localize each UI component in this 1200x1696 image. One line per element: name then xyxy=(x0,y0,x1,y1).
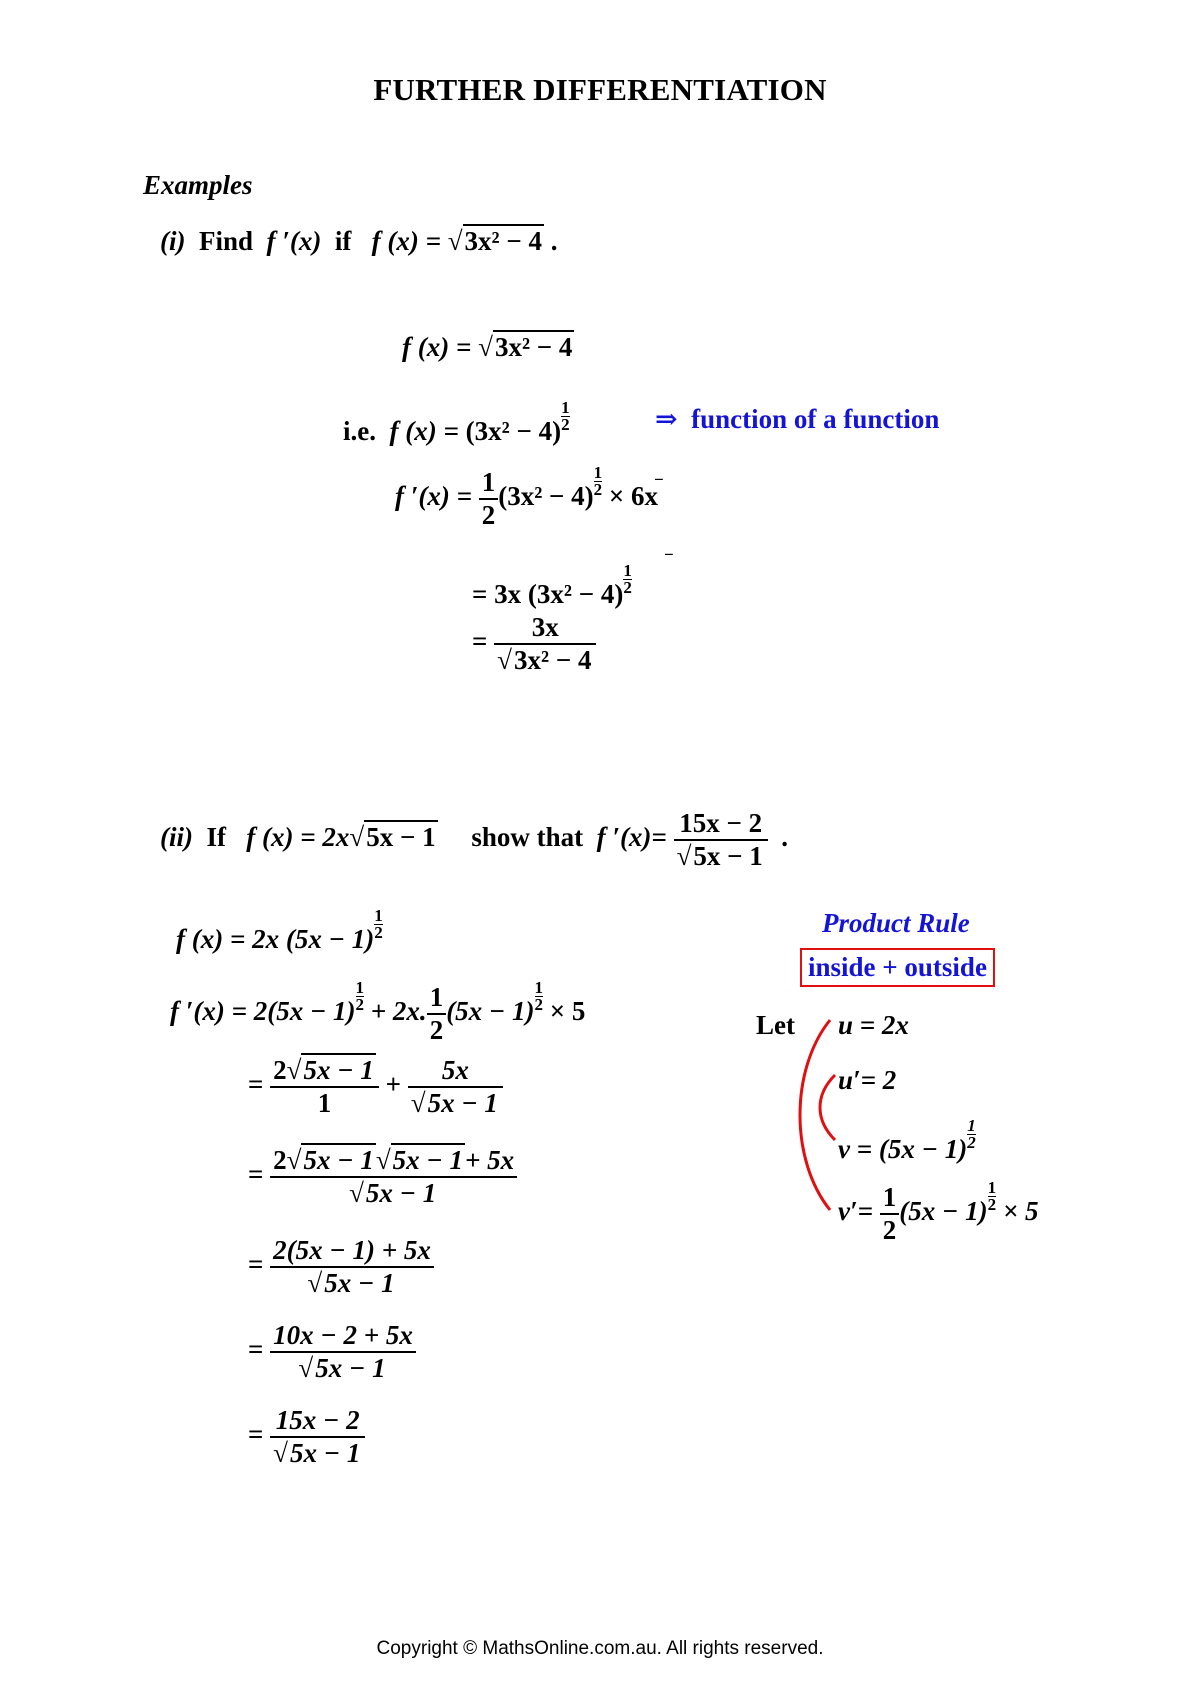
coef: 2 xyxy=(273,1055,287,1085)
exp-num: 1 xyxy=(355,978,365,997)
radicand: 3x² − 4 xyxy=(494,332,573,362)
frac-num xyxy=(270,1145,517,1176)
vprime-tail: × 5 xyxy=(1002,1196,1039,1226)
sol1-line1 xyxy=(402,332,574,363)
exp-den: 2 xyxy=(534,995,544,1014)
half-fraction xyxy=(479,467,499,531)
frac-num: 1 xyxy=(429,981,444,1012)
neg-half-exponent xyxy=(594,465,603,498)
half-exponent xyxy=(374,908,383,941)
radical: √5x − 1 xyxy=(410,1088,498,1118)
radical: √5x − 1 xyxy=(286,1145,374,1175)
exp-den: 2 xyxy=(374,923,383,942)
equals: = xyxy=(248,1159,264,1190)
page-title: FURTHER DIFFERENTIATION xyxy=(373,72,827,107)
frac-num xyxy=(270,1055,379,1086)
fraction xyxy=(270,1405,365,1469)
equals: = xyxy=(248,1249,264,1280)
sol1-line5 xyxy=(472,612,596,676)
exp-den: 2 xyxy=(593,480,603,499)
vprime-def xyxy=(838,1180,1038,1246)
equals: = xyxy=(472,626,488,657)
radical: √5x − 1 xyxy=(375,1145,464,1175)
radicand: 3x² − 4 xyxy=(513,645,592,675)
frac-den xyxy=(494,643,596,676)
sol1-line2-base: (3x² − 4) xyxy=(465,416,562,446)
radical: √5x − 1 xyxy=(307,1268,395,1298)
neg-half-exponent xyxy=(988,1180,997,1213)
frac-num: 2(5x − 1) + 5x xyxy=(273,1235,431,1265)
radicand: 5x − 1 xyxy=(303,1055,374,1085)
u-def: u = 2x xyxy=(838,1010,909,1040)
fx-expr: f (x) = 2x xyxy=(246,822,350,853)
fraction-2 xyxy=(408,1055,503,1119)
radicand: 5x − 1 xyxy=(324,1268,395,1298)
frac-den: 2 xyxy=(479,498,499,531)
sol2-line7 xyxy=(248,1405,365,1469)
fraction xyxy=(270,1145,517,1209)
copyright-footer: Copyright © MathsOnline.com.au. All rights reserved. xyxy=(376,1638,824,1659)
radicand: 5x − 1 xyxy=(303,1145,374,1175)
radical: √5x − 1 xyxy=(298,1353,386,1383)
uprime-def: u′= 2 xyxy=(838,1065,897,1095)
sol2-line2-mid: + 2x. xyxy=(370,996,427,1026)
neg-sign: − xyxy=(664,545,674,564)
if-word: If xyxy=(206,822,226,853)
plus: + xyxy=(385,1069,401,1100)
equals: = xyxy=(248,1419,264,1450)
find-word: Find xyxy=(198,226,254,256)
frac-den xyxy=(408,1086,503,1119)
function-of-function-note xyxy=(655,404,939,435)
frac-num: 15x − 2 xyxy=(679,808,763,838)
inside-outside-box: inside + outside xyxy=(800,948,995,987)
pairing-arcs xyxy=(790,1010,850,1220)
example-1-label: (i) xyxy=(160,226,186,256)
examples-heading: Examples xyxy=(143,170,253,200)
target-fraction xyxy=(674,808,768,872)
exp-num: 1 xyxy=(561,398,570,417)
fraction xyxy=(270,1320,416,1384)
radicand: 5x − 1 xyxy=(392,1145,464,1175)
inner-arc xyxy=(820,1075,835,1140)
sol2-line1-expr: f (x) = 2x (5x − 1) xyxy=(176,924,375,954)
sol1-line3-base: (3x² − 4) xyxy=(498,481,594,511)
sol2-line2-tail: × 5 xyxy=(549,996,586,1026)
fprime-expr: f ′(x)= xyxy=(596,822,667,853)
frac-num: 1 xyxy=(481,466,496,497)
fx-expr: f (x) = xyxy=(371,226,441,256)
sol2-line3 xyxy=(248,1055,503,1119)
sol1-line2-lhs: f (x) = xyxy=(389,416,459,446)
half-fraction xyxy=(427,982,447,1046)
frac-den xyxy=(270,1436,365,1469)
radicand: 5x − 1 xyxy=(427,1088,498,1118)
frac-den xyxy=(270,1266,434,1299)
exp-num: 1 xyxy=(987,1178,997,1197)
exp-den: 2 xyxy=(967,1133,976,1152)
half-exponent xyxy=(356,980,365,1013)
sol2-line1 xyxy=(176,908,383,955)
fprime-expr: f ′(x) xyxy=(266,226,322,256)
sol2-line2-base: (5x − 1) xyxy=(446,996,535,1026)
sol2-line2 xyxy=(170,980,585,1046)
radical: √5x − 1 xyxy=(349,822,436,853)
v-def xyxy=(838,1118,976,1165)
show-that-words: show that xyxy=(471,822,584,853)
implies-arrow: ⇒ xyxy=(655,404,678,434)
fraction-1 xyxy=(270,1055,379,1119)
frac-num: 5x xyxy=(441,1055,469,1085)
product-rule-label: Product Rule xyxy=(822,908,970,938)
sol1-line1-lhs: f (x) = xyxy=(402,332,472,362)
exp-den: 2 xyxy=(561,415,570,434)
vprime-base: (5x − 1) xyxy=(899,1196,988,1226)
sol2-line6 xyxy=(248,1320,416,1384)
sol1-line2 xyxy=(343,400,570,447)
vprime-lhs: v′= xyxy=(838,1196,873,1226)
sol1-line3 xyxy=(395,465,658,531)
equals: = xyxy=(248,1334,264,1365)
frac-num: 15x − 2 xyxy=(275,1405,360,1435)
exp-num: 1 xyxy=(967,1116,976,1135)
radical: √3x² − 4 xyxy=(478,332,573,362)
note-text: function of a function xyxy=(691,404,940,434)
neg-sign: − xyxy=(654,470,664,489)
sol1-line3-lhs: f ′(x) = xyxy=(395,481,472,511)
radicand: 5x − 1 xyxy=(365,1178,437,1208)
radical: √3x² − 4 xyxy=(447,226,543,256)
exp-den: 2 xyxy=(623,578,632,597)
sol1-line3-tail: × 6x xyxy=(608,481,659,511)
exp-num: 1 xyxy=(593,463,603,482)
example-2-statement xyxy=(160,808,788,872)
exp-den: 2 xyxy=(355,995,365,1014)
tail: + 5x xyxy=(465,1145,515,1175)
sol2-line2-lhs: f ′(x) = 2(5x − 1) xyxy=(170,996,356,1026)
example-2-label: (ii) xyxy=(160,822,193,853)
radical: √5x − 1 xyxy=(676,841,763,871)
frac-den xyxy=(270,1351,416,1384)
sol2-line5 xyxy=(248,1235,434,1299)
radical: √5x − 1 xyxy=(286,1055,374,1085)
radical: √5x − 1 xyxy=(349,1178,437,1208)
frac-den: 2 xyxy=(427,1013,447,1046)
radicand: 5x − 1 xyxy=(693,841,763,871)
sol1-line4-expr: = 3x (3x² − 4) xyxy=(472,579,624,609)
frac-den xyxy=(674,839,768,872)
coef: 2 xyxy=(273,1145,287,1175)
frac-den: 2 xyxy=(880,1213,900,1246)
frac-num: 10x − 2 + 5x xyxy=(273,1320,413,1350)
equals: = xyxy=(248,1069,264,1100)
neg-half-exponent xyxy=(535,980,544,1013)
half-fraction xyxy=(880,1182,900,1246)
half-exponent xyxy=(561,400,570,433)
sol1-line4 xyxy=(472,563,632,610)
period: . xyxy=(550,226,558,256)
v-expr: v = (5x − 1) xyxy=(838,1134,968,1164)
radicand: 5x − 1 xyxy=(315,1353,386,1383)
radical: √3x² − 4 xyxy=(497,645,592,675)
radicand: 3x² − 4 xyxy=(464,226,543,256)
frac-num: 1 xyxy=(882,1181,897,1212)
frac-num: 3x xyxy=(531,612,559,642)
frac-den xyxy=(270,1176,517,1209)
half-exponent xyxy=(967,1118,976,1151)
fraction xyxy=(270,1235,434,1299)
if-word: if xyxy=(334,226,352,256)
radicand: 5x − 1 xyxy=(289,1438,361,1468)
exp-num: 1 xyxy=(623,561,632,580)
result-fraction xyxy=(494,612,596,676)
exp-den: 2 xyxy=(987,1195,997,1214)
period: . xyxy=(781,822,789,853)
exp-num: 1 xyxy=(374,906,383,925)
let-word: Let xyxy=(756,1010,795,1040)
example-1-statement xyxy=(160,226,558,257)
outer-arc xyxy=(800,1020,830,1210)
sol2-line4 xyxy=(248,1145,517,1209)
frac-den: 1 xyxy=(270,1086,379,1119)
exp-num: 1 xyxy=(534,978,544,997)
neg-half-exponent xyxy=(623,563,632,596)
ie-word: i.e. xyxy=(343,416,376,446)
radicand: 5x − 1 xyxy=(366,822,436,853)
radical: √5x − 1 xyxy=(273,1438,361,1468)
